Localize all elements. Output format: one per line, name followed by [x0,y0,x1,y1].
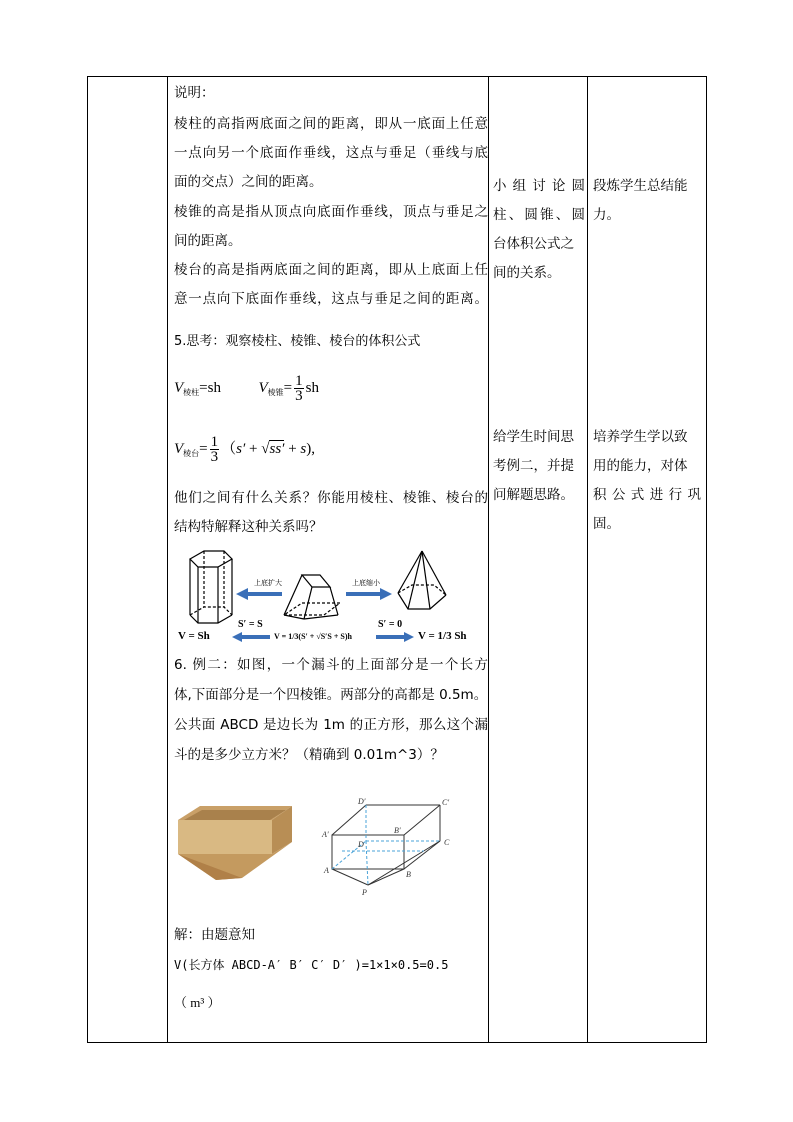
note-line: 一点向另一个底面作垂线，这点与垂足（垂线与底 [174,145,488,161]
column-divider [167,77,168,1042]
note-line: 棱柱的高指两底面之间的距离，即从一底面上任意 [174,116,488,132]
formula-prism-pyramid: $V_{棱柱}=sh$ $V_{棱锥}=$ $\frac{1}{3}$ sh [174,373,319,405]
example-line: 体,下面部分是一个四棱锥。两部分的高都是 0.5m。 [174,687,488,703]
funnel-line-diagram [320,797,470,897]
example-line: 斗的是多少立方米？（精确到 0.01m^3）？ [174,747,444,763]
column-divider [587,77,588,1042]
funnel-photo [176,802,296,888]
question-line: 结构特解释这种关系吗？ [174,519,323,535]
think-prompt: 5.思考：观察棱柱、棱锥、棱台的体积公式 [174,334,421,349]
arrow-right-label: 上底缩小 [352,579,380,587]
activity-line: 小组讨论圆 [493,178,585,194]
activity-line: 考例二，并提 [493,458,574,474]
label-p: P [362,888,367,897]
note-line: 意一点向下底面作垂线，这点与垂足之间的距离。 [174,291,488,307]
hexagonal-prism-figure [190,551,232,623]
sqrt-sign: √ [261,441,270,457]
purpose-line: 固。 [593,516,620,532]
column-divider [488,77,489,1042]
note-line: 间的距离。 [174,233,242,249]
arrow-left-lower-icon [232,632,270,642]
solution-calc: V(长方体 ABCD-A′ B′ C′ D′ )=1×1×0.5=0.5 [174,958,449,972]
purpose-line: 段炼学生总结能 [593,178,688,194]
label-a-prime: A′ [322,830,329,839]
purpose-line: 培养学生学以致 [593,429,688,445]
purpose-line: 积公式进行巩 [593,487,701,503]
activity-line: 台体积公式之 [493,236,574,252]
frustum-figure [284,575,340,619]
frustum-volume-label: V = 1/3(S′ + √S′S + S)h [274,632,352,641]
eq-right-label: S′ = 0 [378,619,403,630]
label-b: B [406,870,411,879]
arrow-left-label: 上底扩大 [254,579,282,587]
label-a: A [324,866,329,875]
question-line: 他们之间有什么关系？你能用棱柱、棱锥、棱台的 [174,490,488,506]
example-line: 公共面 ABCD 是边长为 1m 的正方形，那么这个漏 [174,717,488,733]
arrow-left-icon [236,588,282,600]
pyramid-figure [398,551,446,609]
eq-left-label: S′ = S [238,619,263,630]
activity-line: 柱、圆锥、圆 [493,207,585,223]
activity-line: 间的关系。 [493,265,561,281]
label-c: C [444,838,450,847]
label-d-prime: D′ [358,797,366,806]
label-b-prime: B′ [394,826,401,835]
note-title: 说明： [174,85,215,101]
solution-intro: 解：由题意知 [174,927,255,943]
solids-relation-diagram [176,545,476,645]
purpose-line: 力。 [593,207,620,223]
arrow-right-icon [346,588,392,600]
solution-unit: （ m³ ） [174,995,221,1010]
label-c-prime: C′ [442,798,450,807]
label-d: D [358,840,364,849]
formula-frustum: $V_{棱台}=$ $\frac{1}{3}$ （s′ + √ss′ + s), [174,434,316,466]
lesson-table [87,76,707,1043]
note-line: 棱锥的高是指从顶点向底面作垂线，顶点与垂足之 [174,204,488,220]
prism-volume-label: V = Sh [178,630,210,642]
pyramid-volume-label: V = 1/3 Sh [418,630,467,642]
activity-line: 问解题思路。 [493,487,574,503]
arrow-right-lower-icon [376,632,414,642]
example-line: 6. 例二：如图，一个漏斗的上面部分是一个长方 [174,657,488,673]
purpose-line: 用的能力，对体 [593,458,688,474]
note-line: 面的交点）之间的距离。 [174,174,323,190]
activity-line: 给学生时间思 [493,429,574,445]
note-line: 棱台的高是指两底面之间的距离，即从上底面上任 [174,262,488,278]
